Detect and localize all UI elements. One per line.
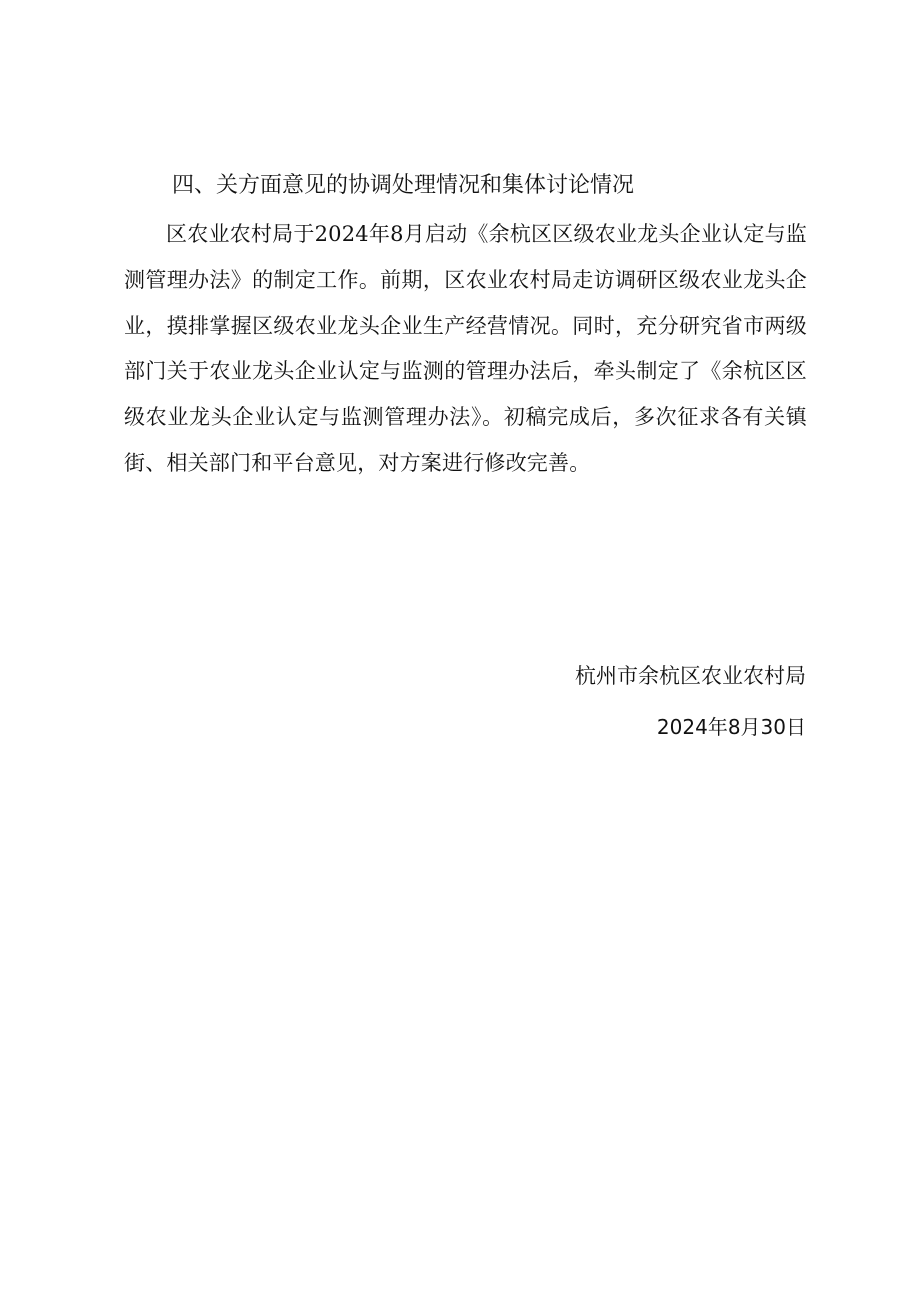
section-heading: 四、关方面意见的协调处理情况和集体讨论情况 [172,173,635,198]
issuing-organization: 杭州市余杭区农业农村局 [575,664,806,688]
issue-date: 2024年8月30日 [656,715,806,739]
body-paragraph: 区农业农村局于2024年8月启动《余杭区区级农业龙头企业认定与监测管理办法》的制定工作。前期，区农业农村局走访调研区级农业龙头企业，摸排掌握区级农业龙头企业生产经营情况。同时，充分研究省市两级部门关于农业龙头企业认定与监测的管理办法后，牵头制定了《余杭区区级农业龙头企业认定与监测管理办法》。初稿完成后，多次征求各有关镇街、相关部门和平台意见，对方案进行修改完善。 [124,222,807,475]
